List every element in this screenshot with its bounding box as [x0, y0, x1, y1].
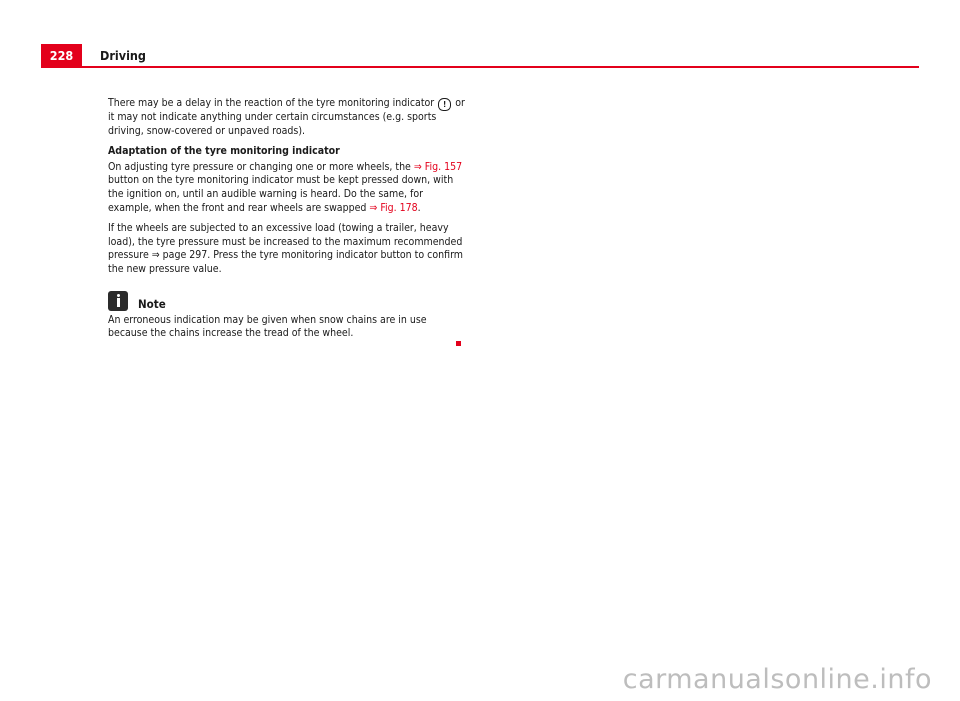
subheading-adaptation: Adaptation of the tyre monitoring indicator: [108, 145, 340, 158]
note-text: An erroneous indication may be given when snow chains are in use because the chains increase the tread of the wheel.: [108, 313, 427, 340]
paragraph-adaptation: On adjusting tyre pressure or changing one or more wheels, the ⇒ Fig. 157 button on the tyre monitoring indicator must be kept pressed down, with the ignition on, until an audible warning is heard. Do the same, for example, when the front and rear wheels are swapped ⇒ Fig. 178.: [108, 160, 463, 214]
paragraph-tpms-delay: There may be a delay in the reaction of the tyre monitoring indicator ! or it may not indicate anything under certain circumstances (e.g. sports driving, snow-covered or unpaved roads).: [108, 97, 465, 137]
link-fig-178[interactable]: ⇒ Fig. 178: [369, 201, 418, 214]
body-column: [108, 97, 468, 348]
watermark: carmanualsonline.info: [622, 664, 932, 695]
info-icon: [108, 291, 128, 311]
section-title: Driving: [100, 48, 146, 63]
note-header: [108, 291, 468, 311]
page-number: 228: [41, 44, 82, 67]
link-fig-157[interactable]: ⇒ Fig. 157: [413, 160, 463, 173]
end-of-section-marker: [456, 341, 461, 346]
tyre-warning-icon: !: [438, 98, 451, 111]
note-title: Note: [138, 296, 166, 311]
page-header: [41, 44, 919, 68]
paragraph-excessive-load: If the wheels are subjected to an excessive load (towing a trailer, heavy load), the tyre pressure must be increased to the maximum recommended pressure ⇒ page 297. Press the tyre monitoring indicator button to confirm the new pressure value.: [108, 222, 463, 275]
header-rule: [41, 66, 919, 68]
